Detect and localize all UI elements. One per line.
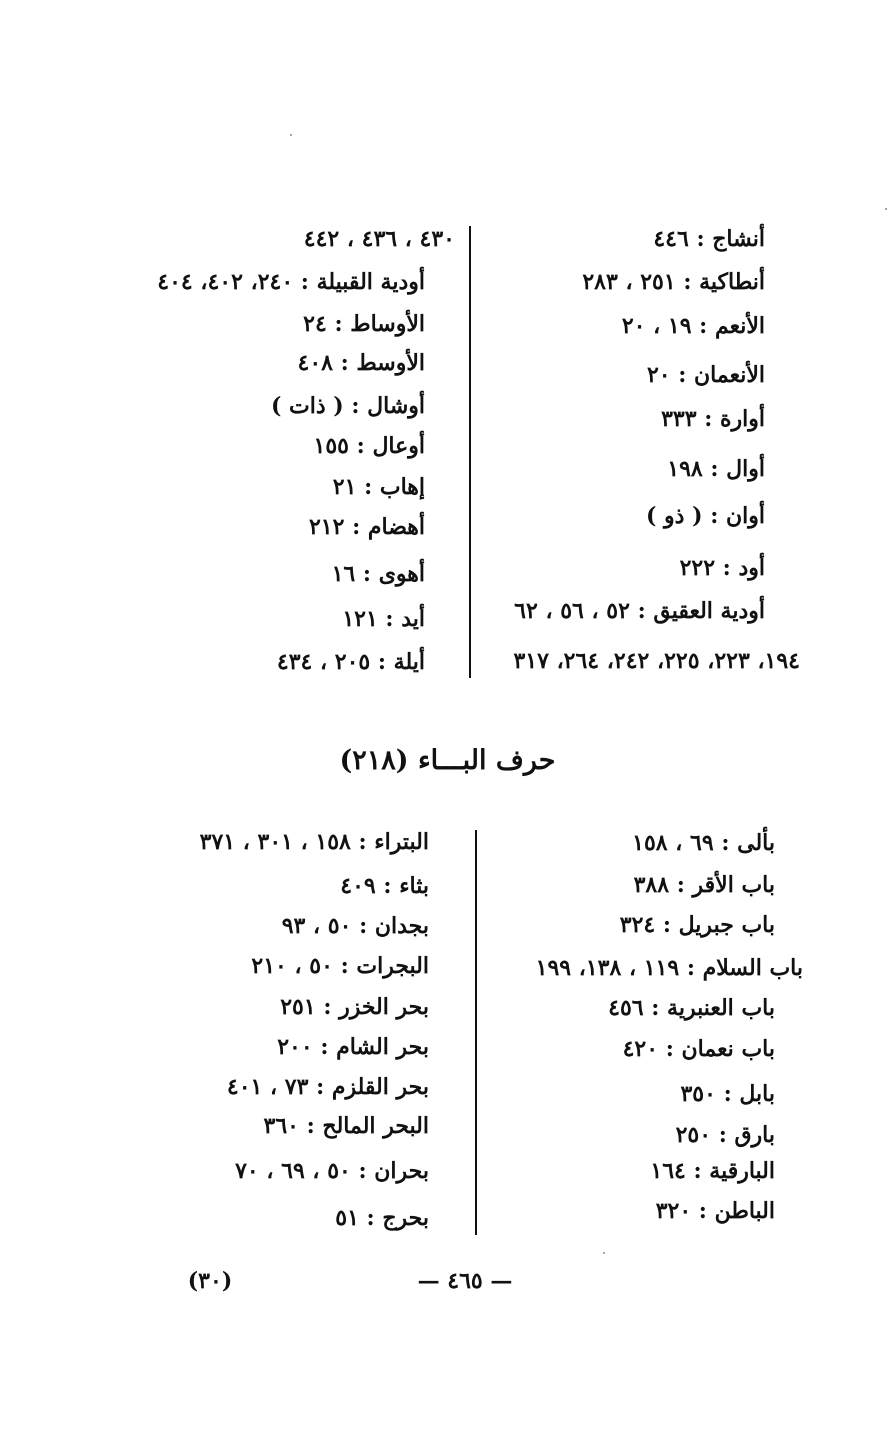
entry-line: أود : ٢٢٢ bbox=[679, 555, 765, 581]
entry-line: أودية العقيق : ٥٢ ، ٥٦ ، ٦٢ bbox=[514, 598, 765, 624]
entry-line: أهضام : ٢١٢ bbox=[308, 514, 425, 540]
entry-line: بحر الخزر : ٢٥١ bbox=[280, 994, 429, 1020]
entry-line: بثاء : ٤٠٩ bbox=[340, 873, 429, 899]
entry-line: الأنعم : ١٩ ، ٢٠ bbox=[621, 313, 765, 339]
section-heading: حرف البـــاء (٢١٨) bbox=[339, 745, 556, 776]
entry-line: أوان : ( ذو ) bbox=[645, 503, 765, 529]
entry-line: أنشاج : ٤٤٦ bbox=[653, 226, 765, 252]
entry-line: أيد : ١٢١ bbox=[342, 606, 425, 632]
entry-line: بحرج : ٥١ bbox=[335, 1205, 429, 1231]
entry-line: الأنعمان : ٢٠ bbox=[646, 362, 765, 388]
entry-line: بجدان : ٥٠ ، ٩٣ bbox=[281, 913, 429, 939]
entry-line: الأوساط : ٢٤ bbox=[303, 311, 425, 337]
entry-line: باب الأقر : ٣٨٨ bbox=[633, 872, 775, 898]
entry-line: ١٩٤، ٢٢٣، ٢٢٥، ٢٤٢، ٢٦٤، ٣١٧ bbox=[513, 648, 800, 674]
entry-line: أنطاكية : ٢٥١ ، ٢٨٣ bbox=[582, 269, 765, 295]
entry-line: أوارة : ٣٣٣ bbox=[661, 406, 765, 432]
entry-line: إهاب : ٢١ bbox=[332, 474, 425, 500]
entry-line: بحر الشام : ٢٠٠ bbox=[277, 1034, 429, 1060]
column-divider bbox=[469, 226, 471, 678]
column-divider bbox=[475, 830, 477, 1235]
entry-line: أوال : ١٩٨ bbox=[667, 456, 765, 482]
entry-line: بابل : ٣٥٠ bbox=[680, 1081, 775, 1107]
entry-line: باب نعمان : ٤٢٠ bbox=[622, 1036, 775, 1062]
page-number: — ٤٦٥ — bbox=[417, 1268, 513, 1294]
signature-mark: (٣٠) bbox=[187, 1268, 233, 1294]
entry-line: بحر القلزم : ٧٣ ، ٤٠١ bbox=[226, 1074, 429, 1100]
entry-line: الباطن : ٣٢٠ bbox=[655, 1198, 775, 1224]
entry-line: أهوى : ١٦ bbox=[331, 561, 425, 587]
entry-line: باب السلام : ١١٩ ، ١٣٨، ١٩٩ bbox=[535, 955, 803, 981]
entry-line: أودية القبيلة : ٢٤٠، ٤٠٢، ٤٠٤ bbox=[157, 269, 425, 295]
scan-speck bbox=[603, 1252, 605, 1254]
scan-speck bbox=[290, 134, 292, 136]
entry-line: البجرات : ٥٠ ، ٢١٠ bbox=[251, 953, 429, 979]
entry-line: أوشال : ( ذات ) bbox=[270, 393, 425, 419]
entry-line: الأوسط : ٤٠٨ bbox=[297, 350, 425, 376]
entry-line: البتراء : ١٥٨ ، ٣٠١ ، ٣٧١ bbox=[199, 829, 429, 855]
entry-line: بارق : ٢٥٠ bbox=[675, 1122, 775, 1148]
entry-line: أوعال : ١٥٥ bbox=[313, 433, 425, 459]
entry-line: باب جبريل : ٣٢٤ bbox=[619, 912, 775, 938]
scan-speck bbox=[885, 208, 887, 210]
entry-line: باب العنبرية : ٤٥٦ bbox=[608, 995, 775, 1021]
entry-line: ٤٣٠ ، ٤٣٦ ، ٤٤٢ bbox=[303, 226, 455, 252]
entry-line: بألى : ٦٩ ، ١٥٨ bbox=[632, 830, 775, 856]
entry-line: أيلة : ٢٠٥ ، ٤٣٤ bbox=[276, 649, 425, 675]
entry-line: البحر المالح : ٣٦٠ bbox=[263, 1113, 429, 1139]
entry-line: بحران : ٥٠ ، ٦٩ ، ٧٠ bbox=[235, 1158, 429, 1184]
entry-line: البارقية : ١٦٤ bbox=[650, 1158, 775, 1184]
